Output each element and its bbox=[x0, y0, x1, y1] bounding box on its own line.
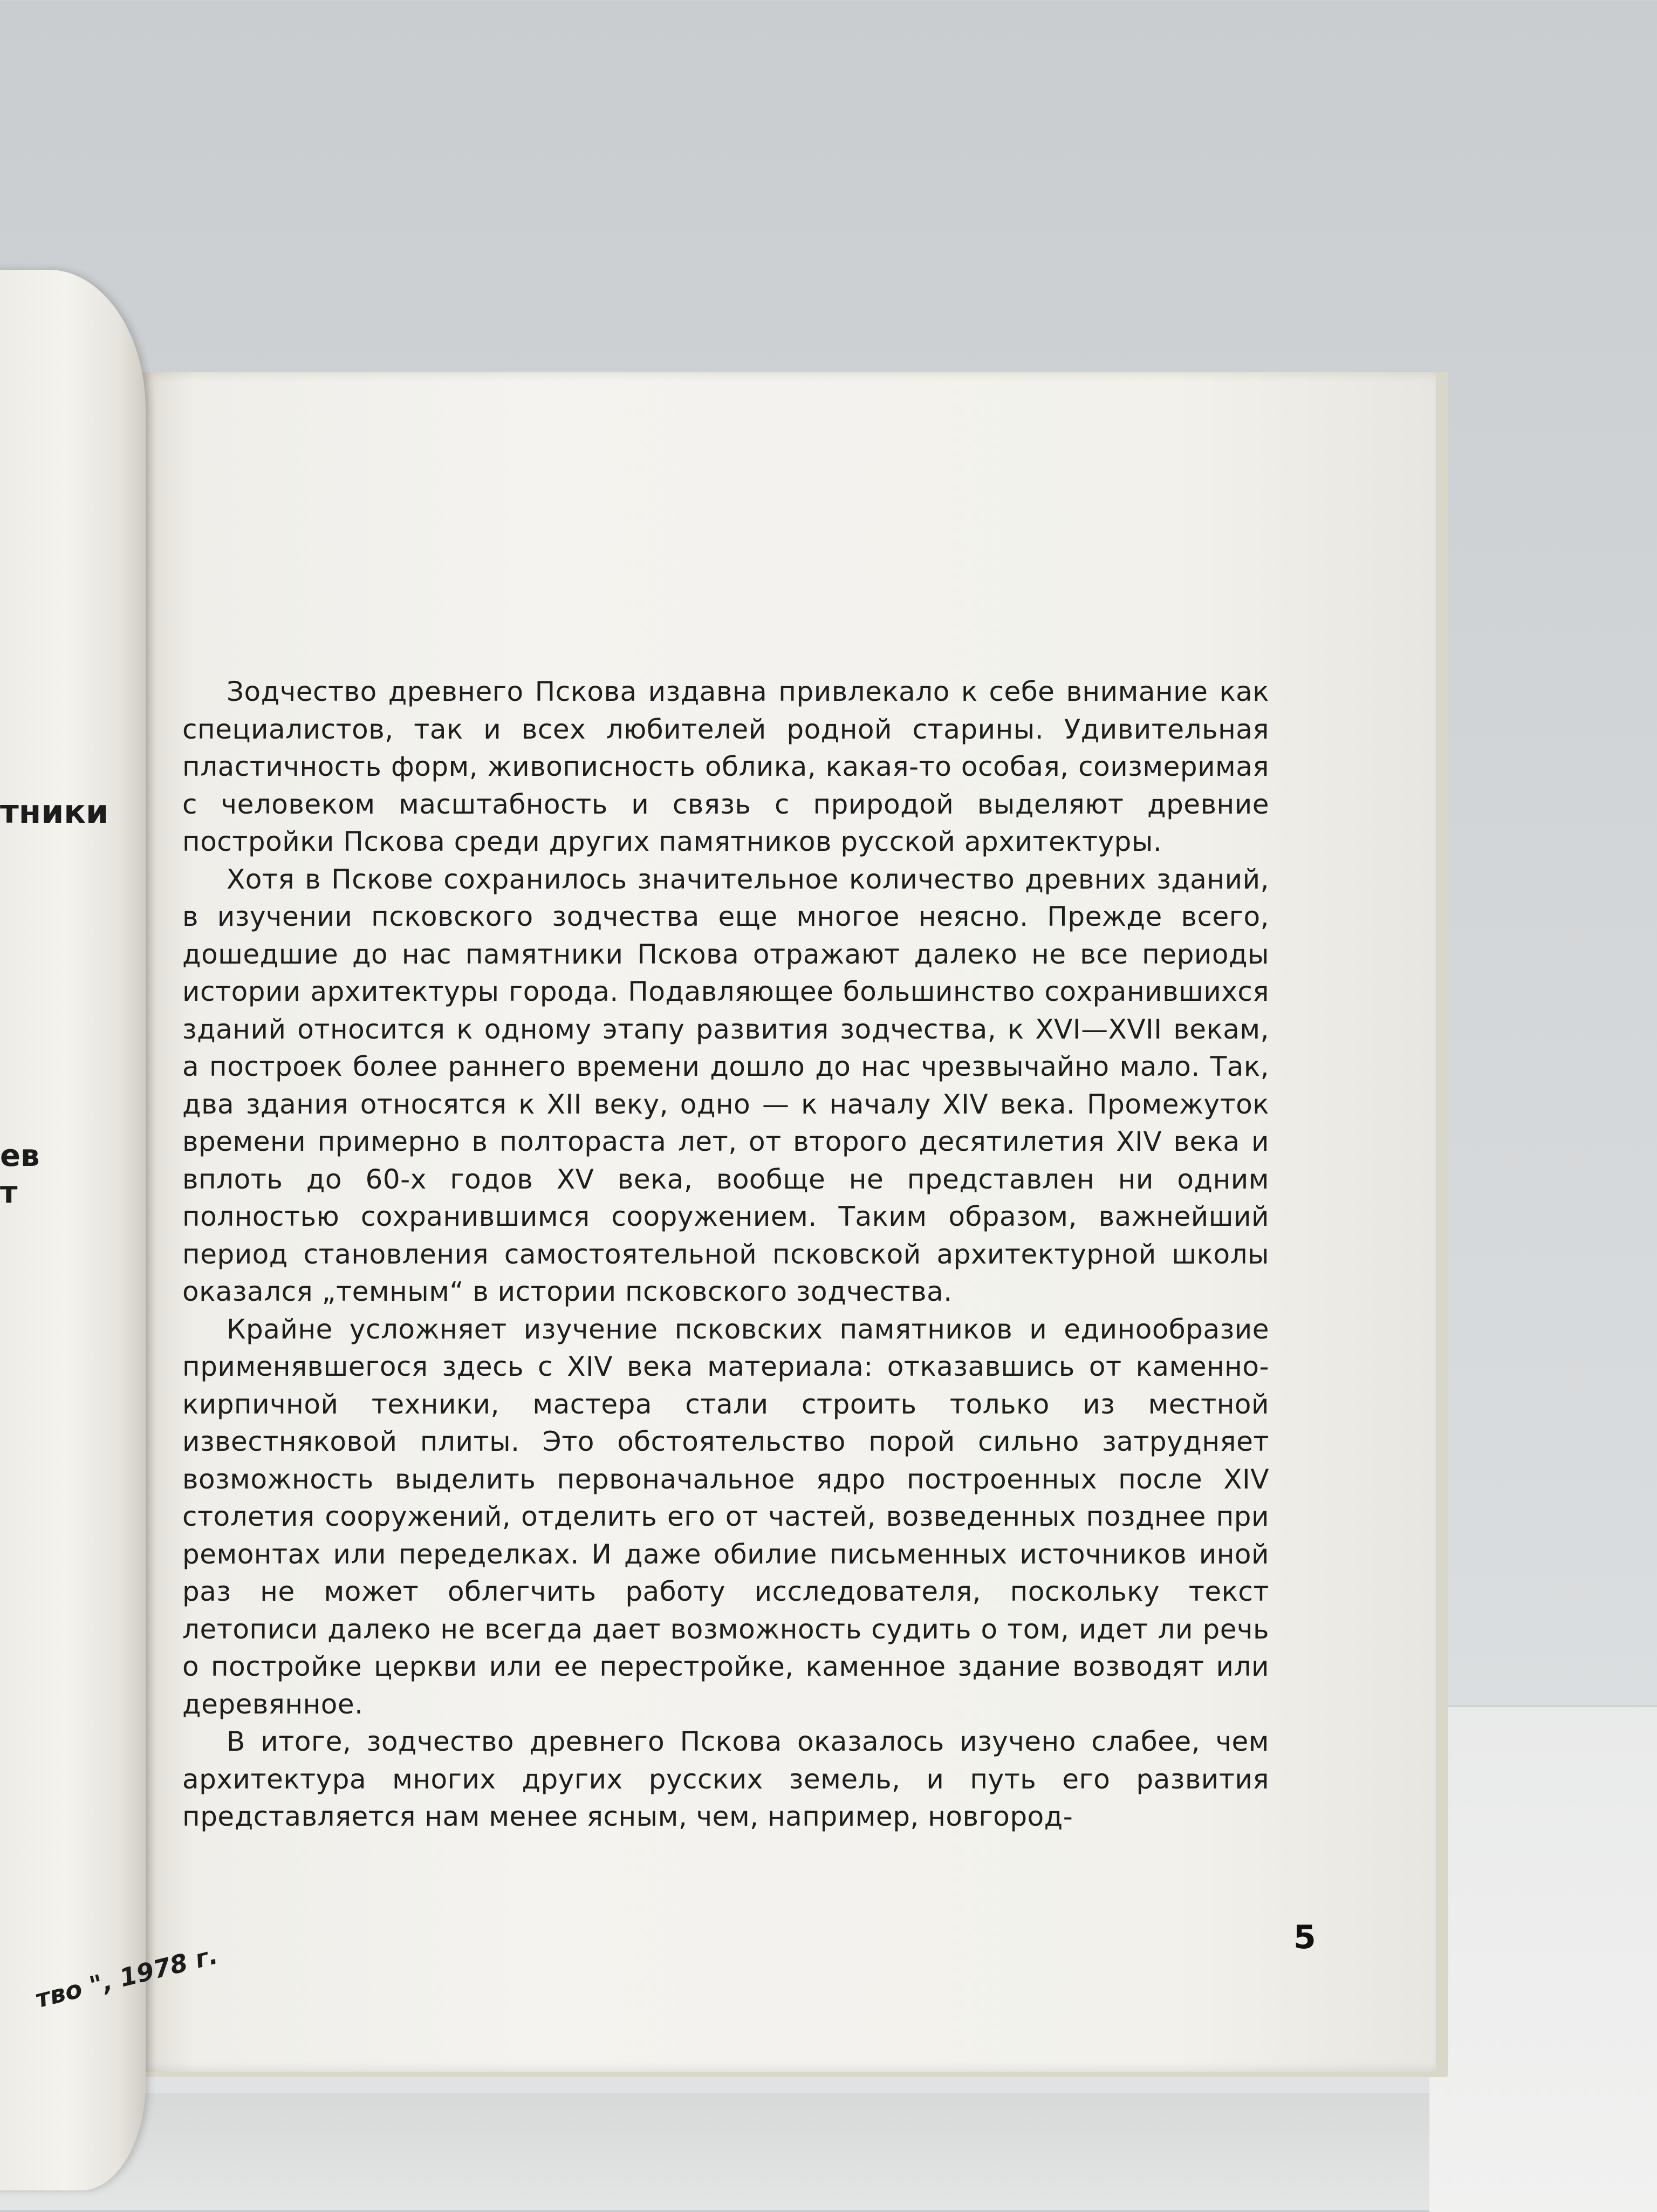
left-page-fragment: т bbox=[0, 1175, 18, 1210]
paragraph: Зодчество древнего Пскова издавна привлекало к себе внимание как специалистов, так и всех любителей родной старины. Удивительная пластичность форм, живописность облика, какая-то особая, соизмеримая с человеком масштабность и связь с природой выделяют древние постройки Пскова среди других памятников русской архитектуры. bbox=[182, 676, 1269, 857]
page-number: 5 bbox=[1293, 1919, 1316, 1956]
left-page bbox=[0, 270, 146, 2190]
table-surface bbox=[0, 2093, 1657, 2210]
left-page-fragment: ев bbox=[0, 1138, 40, 1173]
page-body-text bbox=[182, 673, 1269, 1836]
left-page-fragment: тники bbox=[0, 793, 109, 831]
paragraph: Хотя в Пскове сохранилось значительное количество древних зданий, в изучении псковского зодчества еще многое неясно. Прежде всего, дошедшие до нас памятники Пскова отражают далеко не все периоды истории архитектуры города. Подавляющее большинство сохранившихся зданий относится к одному этапу развития зодчества, к XVI—XVII векам, а построек более раннего времени дошло до нас чрезвычайно мало. Так, два здания относятся к XII веку, одно — к началу XIV века. Промежуток времени примерно в полтораста лет, от второго десятилетия XIV века и вплоть до 60-х годов XV века, вообще не представлен ни одним полностью сохранившимся сооружением. Таким образом, важнейший период становления самостоятельной псковской архитектурной школы оказался „темным“ в истории псковского зодчества. bbox=[182, 863, 1269, 1307]
paragraph: Крайне усложняет изучение псковских памятников и единообразие применявшегося здесь с XIV века материала: отказавшись от каменно-кирпичной техники, мастера стали строить только из местной известняковой плиты. Это обстоятельство порой сильно затрудняет возможность выделить первоначальное ядро построенных после XIV столетия сооружений, отделить его от частей, возведенных позднее при ремонтах или переделках. И даже обилие письменных источников иной раз не может облегчить работу исследователя, поскольку текст летописи далеко не всегда дает возможность судить о том, идет ли речь о постройке церкви или ее перестройке, каменное здание возводят или деревянное. bbox=[182, 1313, 1269, 1720]
table-edge bbox=[1429, 1705, 1657, 2212]
left-page-fragment: тво ", 1978 г. bbox=[32, 1940, 221, 2014]
paragraph: В итоге, зодчество древнего Пскова оказалось изучено слабее, чем архитектура многих других русских земель, и путь его развития представляется нам менее ясным, чем, например, новгород- bbox=[182, 1726, 1269, 1832]
